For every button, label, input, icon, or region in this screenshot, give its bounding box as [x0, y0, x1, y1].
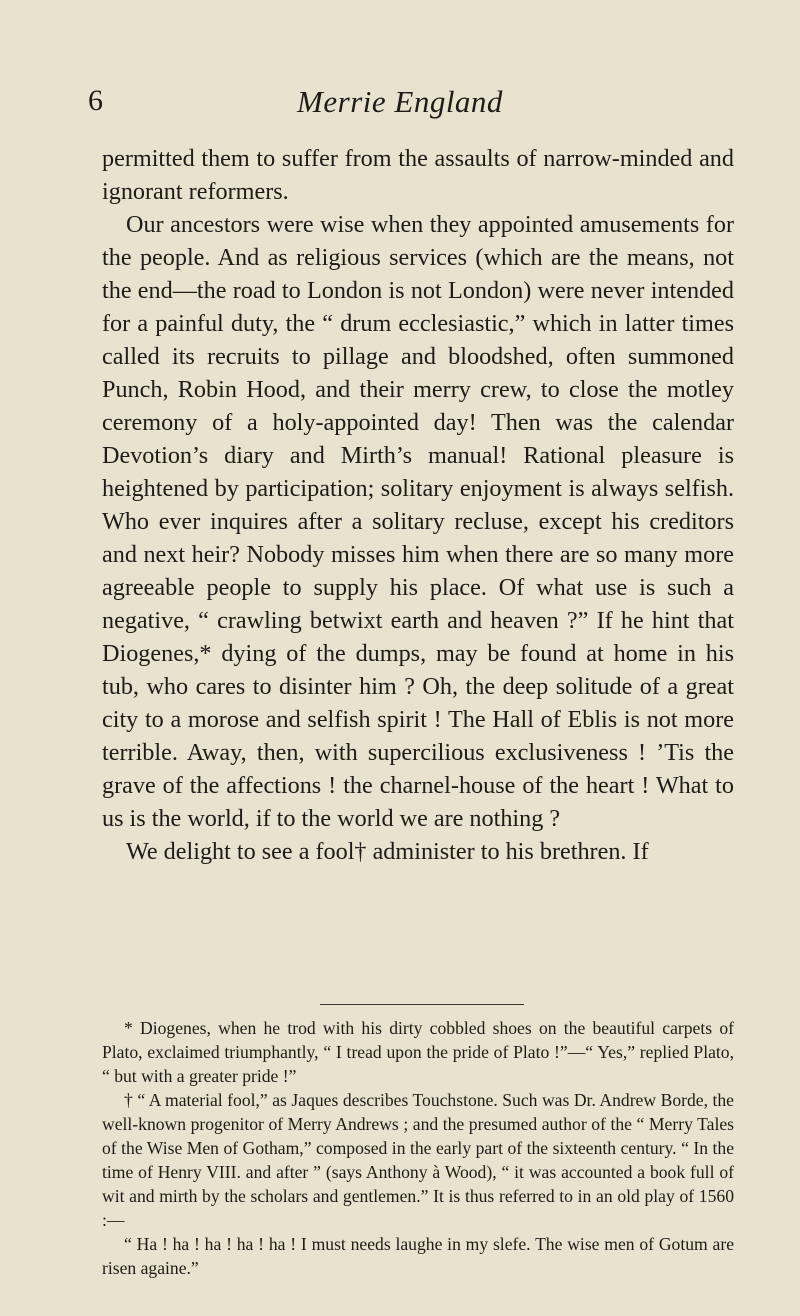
footnote-quotation: “ Ha ! ha ! ha ! ha ! ha ! I must needs laughe in my slefe. The wise men of Gotum are risen againe.”: [102, 1234, 734, 1278]
running-title: Merrie England: [297, 84, 503, 119]
paragraph-ancestors: Our ancestors were wise when they appointed amusements for the people. And as religious services (which are the means, not the end—the road to London is not London) were never intended for a painful duty, the “ drum ecclesiastic,” which in latter times called its recruits to pillage and bloodshed, often summoned Punch, Robin Hood, and their merry crew, to close the motley ceremony of a holy-appointed day! Then was the calendar Devotion’s diary and Mirth’s manual! Rational pleasure is heightened by participation; solitary enjoyment is always selfish. Who ever inquires after a solitary recluse, except his creditors and next heir? Nobody misses him when there are so many more agreeable people to supply his place. Of what use is such a negative, “ crawling betwixt earth and heaven ?” If he hint that Diogenes,* dying of the dumps, may be found at home in his tub, who cares to disinter him ? Oh, the deep solitude of a great city to a morose and selfish spirit ! The Hall of Eblis is not more terrible. Away, then, with supercilious exclusiveness ! ’Tis the grave of the affections ! the charnel-house of the heart ! What to us is the world, if to the world we are nothing ?: [102, 211, 734, 832]
footnote-diogenes: * Diogenes, when he trod with his dirty cobbled shoes on the beautiful carpets of Plato, exclaimed triumphantly, “ I tread upon the pride of Plato !”—“ Yes,” replied Plato, “ but with a greater pride !”: [102, 1018, 734, 1086]
footnote-fool: † “ A material fool,” as Jaques describes Touchstone. Such was Dr. Andrew Borde, the well-known progenitor of Merry Andrews ; and the presumed author of the “ Merry Tales of the Wise Men of Gotham,” composed in the early part of the sixteenth century. “ In the time of Henry VIII. and after ” (says Anthony à Wood), “ it was accounted a book full of wit and mirth by the scholars and gentlemen.” It is thus referred to in an old play of 1560 :—: [102, 1090, 734, 1230]
page-number: 6: [88, 84, 103, 117]
paragraph-continued: permitted them to suffer from the assaults of narrow-minded and ignorant reformers.: [102, 145, 734, 205]
footnotes: [102, 1016, 734, 1280]
paragraph-fool: We delight to see a fool† administer to his brethren. If: [126, 838, 649, 865]
main-text: [102, 142, 734, 868]
running-head: [0, 84, 800, 124]
footnote-divider: [320, 1004, 524, 1005]
